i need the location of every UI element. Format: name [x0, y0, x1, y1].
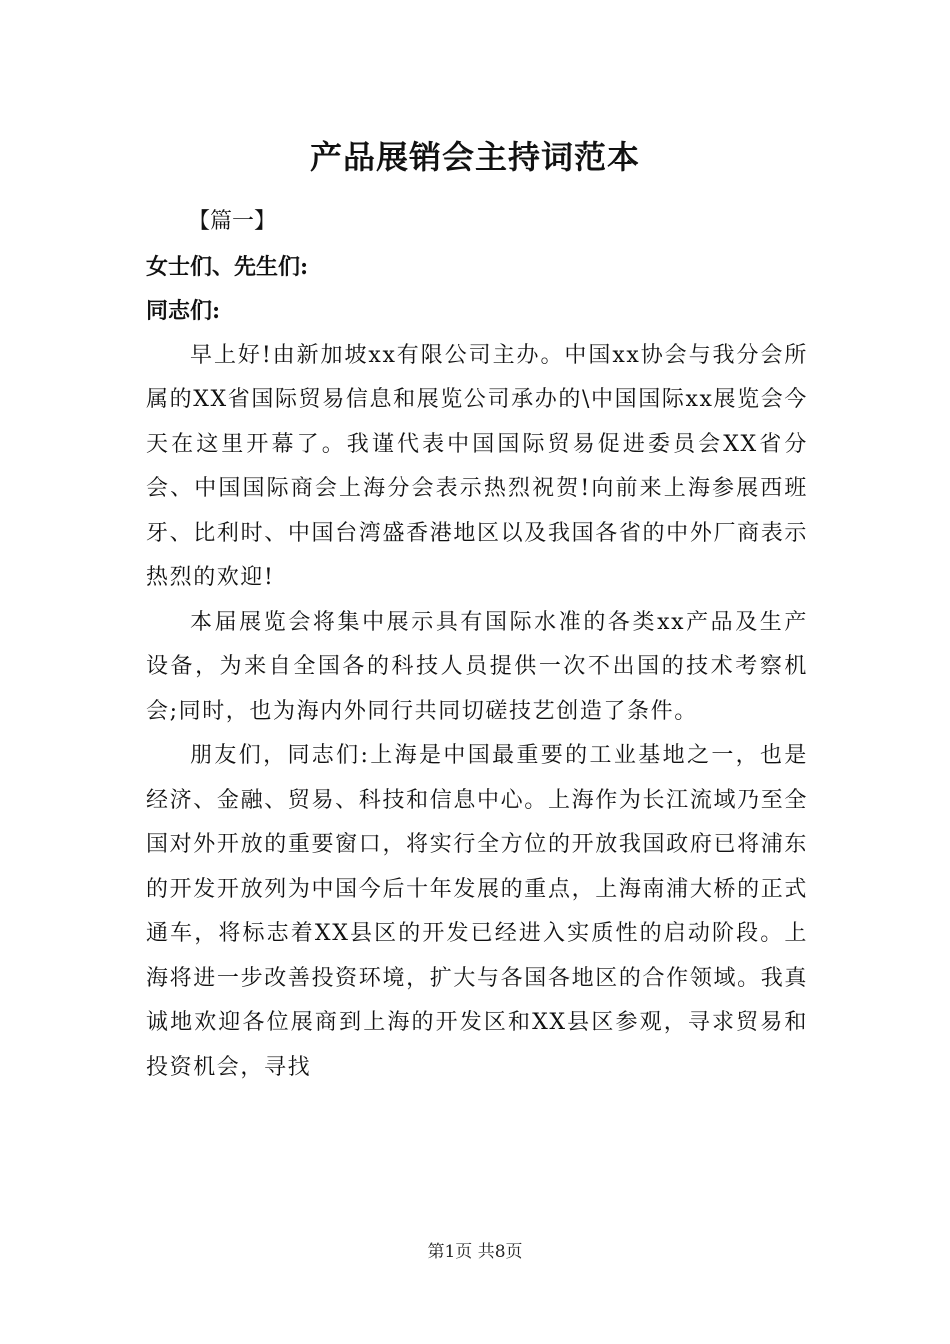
document-title: 产品展销会主持词范本 [309, 138, 640, 176]
salutation-ladies-gentlemen: 女士们、先生们: [146, 253, 309, 280]
section-label: 【篇一】 [188, 209, 277, 234]
salutation-comrades: 同志们: [146, 298, 221, 324]
paragraph-opening: 早上好!由新加坡xx有限公司主办。中国xx协会与我分会所属的XX省国际贸易信息和展览公司承办的\中国国际xx展览会今天在这里开幕了。我谨代表中国国际贸易促进委员会XX省分会、中国国际商会上海分会表示热烈祝贺!向前来上海参展西班牙、比利时、中国台湾盛香港地区以及我国各省的中外厂商表示热烈的欢迎! [146, 342, 808, 590]
document-body [146, 200, 808, 1090]
paragraph-shanghai: 朋友们，同志们:上海是中国最重要的工业基地之一，也是经济、金融、贸易、科技和信息中心。上海作为长江流域乃至全国对外开放的重要窗口，将实行全方位的开放我国政府已将浦东的开发开放列为中国今后十年发展的重点，上海南浦大桥的正式通车，将标志着XX县区的开发已经进入实质性的启动阶段。上海将进一步改善投资环境，扩大与各国各地区的合作领域。我真诚地欢迎各位展商到上海的开发区和XX县区参观，寻求贸易和投资机会，寻找 [146, 743, 808, 1080]
paragraph-exhibition: 本届展览会将集中展示具有国际水准的各类xx产品及生产设备，为来自全国各的科技人员提供一次不出国的技术考察机会;同时，也为海内外同行共同切磋技艺创造了条件。 [146, 609, 808, 724]
page-footer: 第1页 共8页 [427, 1242, 523, 1262]
